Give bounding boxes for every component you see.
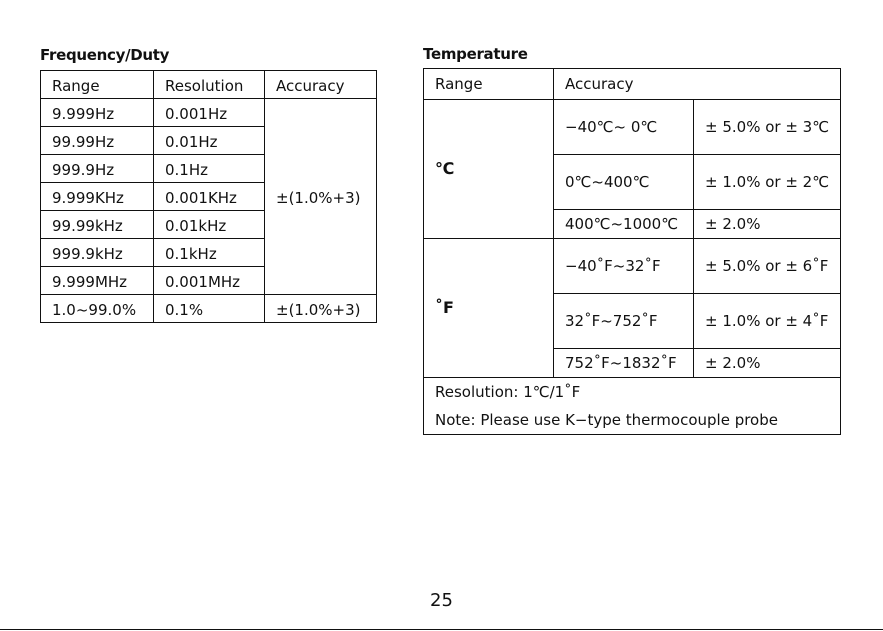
table-header-row	[41, 71, 377, 99]
fahrenheit-unit-cell: ˚F	[424, 239, 554, 378]
range-cell: 9.999MHz	[41, 267, 154, 295]
header-range: Range	[424, 69, 554, 100]
temperature-table	[423, 68, 841, 435]
accuracy-cell: ±(1.0%+3)	[265, 295, 377, 323]
table-row	[41, 99, 377, 127]
frequency-table	[40, 70, 377, 323]
duty-row	[41, 295, 377, 323]
range-cell: 32˚F~752˚F	[554, 294, 694, 349]
resolution-cell: 0.001MHz	[154, 267, 265, 295]
temperature-section-title: Temperature	[423, 45, 528, 63]
resolution-cell: 0.1kHz	[154, 239, 265, 267]
probe-note-row	[424, 406, 841, 435]
range-cell: 1.0~99.0%	[41, 295, 154, 323]
range-cell: 99.99kHz	[41, 211, 154, 239]
resolution-cell: 0.001Hz	[154, 99, 265, 127]
accuracy-cell: ± 5.0% or ± 3℃	[694, 100, 841, 155]
header-accuracy: Accuracy	[265, 71, 377, 99]
range-cell: −40℃~ 0℃	[554, 100, 694, 155]
resolution-cell: 0.1%	[154, 295, 265, 323]
page-number: 25	[430, 590, 453, 611]
table-header-row	[424, 69, 841, 100]
range-cell: −40˚F~32˚F	[554, 239, 694, 294]
probe-note: Note: Please use K−type thermocouple probe	[424, 406, 841, 435]
range-cell: 999.9Hz	[41, 155, 154, 183]
resolution-cell: 0.01kHz	[154, 211, 265, 239]
table-row	[424, 100, 841, 155]
bottom-divider	[0, 629, 883, 630]
accuracy-cell: ± 1.0% or ± 4˚F	[694, 294, 841, 349]
range-cell: 9.999KHz	[41, 183, 154, 211]
range-cell: 999.9kHz	[41, 239, 154, 267]
range-cell: 0℃~400℃	[554, 155, 694, 210]
range-cell: 99.99Hz	[41, 127, 154, 155]
resolution-cell: 0.01Hz	[154, 127, 265, 155]
accuracy-merged-cell: ±(1.0%+3)	[265, 99, 377, 295]
celsius-unit-cell: ℃	[424, 100, 554, 239]
resolution-cell: 0.001KHz	[154, 183, 265, 211]
frequency-section-title: Frequency/Duty	[40, 46, 170, 64]
header-accuracy: Accuracy	[554, 69, 841, 100]
accuracy-cell: ± 5.0% or ± 6˚F	[694, 239, 841, 294]
range-cell: 9.999Hz	[41, 99, 154, 127]
range-cell: 752˚F~1832˚F	[554, 349, 694, 378]
table-row	[424, 239, 841, 294]
accuracy-cell: ± 2.0%	[694, 210, 841, 239]
header-resolution: Resolution	[154, 71, 265, 99]
range-cell: 400℃~1000℃	[554, 210, 694, 239]
accuracy-cell: ± 2.0%	[694, 349, 841, 378]
resolution-cell: 0.1Hz	[154, 155, 265, 183]
resolution-note: Resolution: 1℃/1˚F	[424, 378, 841, 407]
resolution-note-row	[424, 378, 841, 407]
header-range: Range	[41, 71, 154, 99]
accuracy-cell: ± 1.0% or ± 2℃	[694, 155, 841, 210]
